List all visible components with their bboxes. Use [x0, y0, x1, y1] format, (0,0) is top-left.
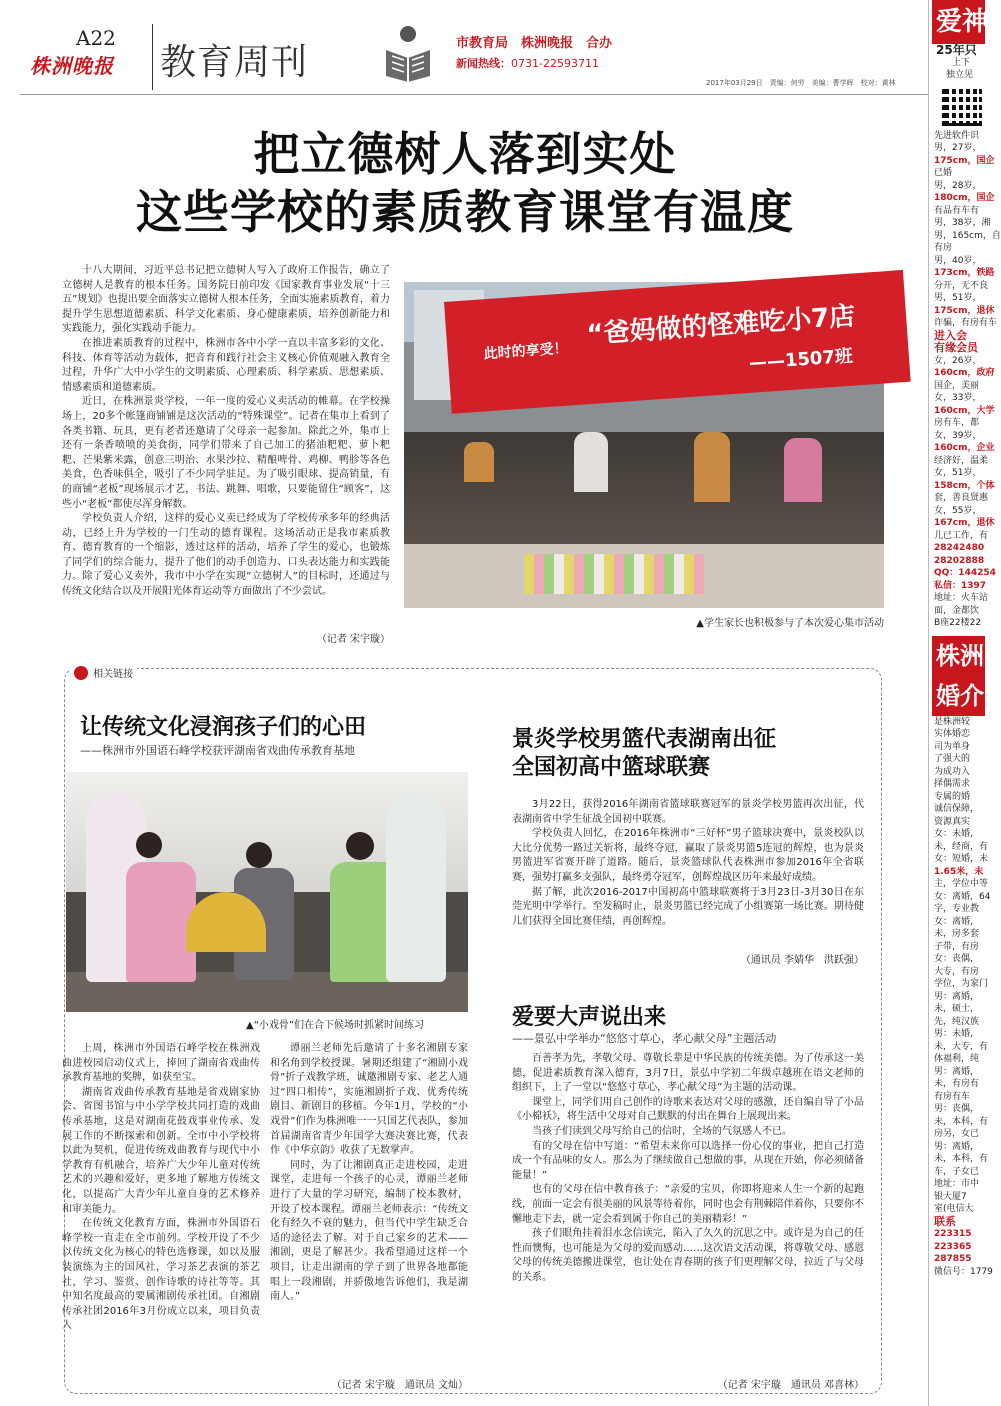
- ad-line: 套，善良贤惠: [934, 493, 989, 503]
- ad-line: 女，39岁，: [934, 430, 982, 441]
- organizers: 市教育局 株洲晚报 合办: [456, 36, 613, 51]
- ad-line: 私信：1397: [934, 580, 987, 591]
- opera-title: 让传统文化浸润孩子们的心田: [80, 715, 367, 740]
- related-label: 相关链接: [93, 669, 134, 680]
- ad-line: 有缘会员: [934, 341, 978, 354]
- lead-byline: （记者 宋宇璇）: [316, 634, 390, 645]
- right-ad-strip: [932, 0, 1001, 1406]
- ad-title-zhuzhou: 株洲: [932, 636, 985, 676]
- ad-line: 专属的婚: [934, 791, 971, 802]
- right-strip-divider: [928, 0, 929, 1406]
- ad-line: 158cm，个体: [934, 480, 995, 491]
- ad-line: 男：离婚，: [934, 1141, 980, 1152]
- related-tag: [70, 662, 137, 681]
- ad-line: 有房: [934, 243, 953, 253]
- ad-line: 为成功入: [934, 766, 971, 777]
- page-number: A22: [76, 26, 116, 50]
- ad-line: 女，55岁，: [934, 505, 982, 516]
- headline-line2: 这些学校的素质教育课堂有温度: [136, 185, 794, 239]
- ad-line: 是株洲较: [934, 716, 971, 727]
- ad-line: 173cm，铁路: [934, 268, 995, 278]
- ad-line: 160cm，政府: [934, 368, 995, 378]
- ad-line: 独立见: [946, 70, 974, 80]
- ad-line: 联系: [934, 1214, 956, 1228]
- ad-line: 资源真实: [934, 816, 971, 827]
- opera-photo: [66, 772, 468, 1012]
- ad-line: 了强大的: [934, 754, 971, 764]
- related-dot-icon: [74, 666, 88, 680]
- love-paragraph: 有的父母在信中写道：“希望未来你可以选择一份心仪的事业，把自己打造成一个有品味的女人。那么为了继续做自己想做的事，从现在开始，你必须储备能量！”: [512, 1140, 864, 1181]
- ad-line: 175cm，国企: [934, 155, 995, 166]
- love-paragraph: 孩子们眼角挂着泪水念信读完，陷入了久久的沉思之中。或许是为自己的任性而懊悔，也可能是为父母的爱而感动……这次语文活动课，将尊敬父母、感恩父母的传统美德搬进课堂，也让处在青春期的孩子们更理解父母，拉近了与父母的关系。: [512, 1228, 864, 1283]
- ad-line: 女，51岁，: [934, 468, 982, 478]
- ad-line: 子带，有房: [934, 941, 980, 952]
- ad-line: 微信号：1779: [934, 1266, 993, 1277]
- ad-line: 儿已工作，有: [934, 530, 989, 541]
- ad-line: 分开，无不良: [934, 280, 989, 291]
- ad-line: 未，有房有: [934, 1079, 980, 1089]
- lead-paragraph: 近日，在株洲景炎学校，一年一度的爱心义卖活动的帷幕。在学校操场上，20多个帐篷商铺铺是这次活动的“特殊课堂”。记者在集市上看到了各类书籍、玩具，更有老者还邀请了父母亲一起参加。除此之外，集市上还有一条香喷喷的美食街，同学们带来了自己加工的猪油粑粑、萝卜粑粑、芒果紫米露，创意三明治、水果沙拉、精酿啤骨、鸡柳、鸭胗等各色美食，色香味俱全，吸引了不少同学驻足。为了吸引眼球、提高销量，有的商铺“老板”现场展示才艺，书法、跳舞、唱歌，只要能留住“顾客”，这些小“老板”都使尽浑身解数。: [62, 396, 390, 510]
- ad-line: 男，27岁，: [934, 143, 982, 153]
- ad-line: 28202888: [934, 555, 985, 566]
- ad-line: 学位，为家门: [934, 979, 989, 989]
- ad-line: 160cm，企业: [934, 443, 995, 453]
- ad-line: 房有车，都: [934, 418, 980, 428]
- ad-line: 地址：火车站: [934, 593, 989, 603]
- basketball-title-line2: 全国初高中篮球联赛: [512, 755, 711, 780]
- basketball-byline: （通讯员 李婧华 洪跃强）: [740, 955, 864, 966]
- banner-sub-text: ——1507班: [748, 345, 854, 374]
- ad-line: 223365: [934, 1241, 972, 1252]
- basketball-paragraph: 学校负责人回忆，在2016年株洲市“三好杯”男子篮球决赛中，景炎校队以大比分优势一路过关斩将，最终夺冠，赢取了景炎男篮5连冠的辉煌，也为景炎男篮进军省赛开辟了道路。随后，景炎篮球队代表株洲市参加2016年全省联赛，强势打赢多支强队，最终勇夺冠军，创辉煌战区历年来最好成绩。: [512, 828, 864, 883]
- ad-line: 男，51岁，: [934, 293, 982, 303]
- love-paragraph: 也有的父母在信中教育孩子：“亲爱的宝贝，你即将迎来人生一个新的起跑线，前面一定会有很美丽的风景等待着你，同时也会有荆棘陪伴着你，只要你不懈地走下去，就一定会看到属于你自己的美丽精彩！”: [512, 1184, 864, 1225]
- ad-line: 未，本科，有: [934, 1116, 989, 1127]
- ad-line: 房另，女已: [934, 1129, 980, 1139]
- hotline-label: 新闻热线：: [456, 57, 511, 70]
- ad-line: 223315: [934, 1229, 972, 1239]
- ad-line: 未，硕士，: [934, 1004, 980, 1014]
- ad-line: 男：离婚，: [934, 1066, 980, 1077]
- opera-col1: [62, 1042, 260, 1334]
- ad-line: QQ：144254: [934, 568, 996, 578]
- ad-line: 进入会: [934, 328, 967, 342]
- opera-paragraph: 上周，株洲市外国语石峰学校在株洲戏曲进校园启动仪式上，捧回了湖南省戏曲传承教育基地的奖牌，如获至宝。: [62, 1043, 260, 1084]
- basketball-title-line1: 景炎学校男篮代表湖南出征: [512, 727, 777, 752]
- ad-line: 未，大专，有: [934, 1041, 989, 1052]
- opera-paragraph: 湖南省戏曲传承教育基地是省戏剧家协会、省图书馆与中小学学校共同打造的戏曲传承基地，这是对湖南花鼓戏事业传承、发展工作的不断探索和创新。全市中小学校将以此为契机，促进传统戏曲教育与现代中小学教育有机融合，培养广大少年儿童对传统艺术的兴趣和爱好，更多地了解地方传统文化，以提高广大青少年儿童自身的艺术修养和审美能力。: [62, 1086, 260, 1215]
- ad-line: 车，子女已: [934, 1166, 980, 1177]
- ad-line: 诚信保障，: [934, 804, 980, 814]
- opera-col2: [270, 1042, 468, 1305]
- basketball-paragraph: 据了解，此次2016-2017中国初高中篮球联赛将于3月23日-3月30日在东莞光明中学举行。至发稿时止，景炎男篮已经完成了小组赛第一场比赛。期待健儿们获得全国比赛佳绩，再创辉煌。: [512, 886, 864, 927]
- ad-line: 1.65米，未: [934, 866, 984, 877]
- opera-photo-caption: ▲“小戏骨”们在合下候场时抓紧时间练习: [246, 1020, 425, 1031]
- ad-list: [932, 716, 993, 1279]
- ad-line: 男，38岁，湘: [934, 218, 991, 228]
- headline-line1: 把立德树人落到实处: [253, 127, 677, 181]
- opera-subtitle: ——株洲市外国语石峰学校获评湖南省戏曲传承教育基地: [80, 744, 355, 757]
- hotline: [456, 55, 599, 71]
- ad-line: 男：离婚，: [934, 991, 980, 1002]
- opera-byline: （记者 宋宇璇 通讯员 文灿）: [331, 1380, 468, 1391]
- ad-line: 体福利，纯: [934, 1054, 980, 1064]
- banner-main-text: “爸妈做的怪难吃小7店: [585, 301, 857, 351]
- ad-line: 经济好，温柔: [934, 455, 989, 466]
- ad-line: 有房有车: [934, 1091, 971, 1102]
- ad-line: 女：短婚，未: [934, 854, 989, 864]
- ad-line: 诈骗，有房有车: [934, 318, 998, 328]
- opera-paragraph: 在传统文化教育方面，株洲市外国语石峰学校一直走在全市前列。学校开设了不少以传统文化为核心的特色选修课，如以及服装演练为主的国风社，学习茶艺表演的茶艺社，学习、鉴赏、创作诗歌的诗社等等。其中知名度最高的要属湘剧传承社团。自湘剧传承社团2016年3月份成立以来，项目负责人: [62, 1218, 260, 1332]
- ad-line: 25年只: [936, 43, 977, 57]
- ad-line: 28242480: [934, 543, 985, 553]
- love-paragraph: 课堂上，同学们用自己创作的诗歌来表达对父母的感激，还自编自导了小品《小棉袄》，将生活中父母对自己默默的付出在舞台上展现出来。: [512, 1096, 864, 1123]
- love-body: [512, 1052, 864, 1286]
- love-subtitle: ——景弘中学举办“悠悠寸草心，孝心献父母”主题活动: [512, 1032, 777, 1045]
- love-paragraph: 百善孝为先，孝敬父母、尊敬长辈是中华民族的传统美德。为了传承这一美德，促进素质教育深入德育，3月7日，景弘中学初二年级卓越班在语文老师的组织下，上了一堂以“悠悠寸草心，孝心献父母”为主题的活动课。: [512, 1053, 864, 1094]
- ad-line: 面，金都饮: [934, 605, 980, 616]
- reading-child-icon: [380, 22, 436, 82]
- ad-line: 男：未婚，: [934, 1029, 980, 1039]
- ad-line: 有品有车有: [934, 205, 980, 216]
- love-paragraph: 当孩子们读到父母写给自己的信时，全场的气氛感人不已。: [532, 1125, 792, 1137]
- ad-line: 先进软件识: [934, 130, 980, 141]
- basketball-paragraph: 3月22日，获得2016年湖南省篮球联赛冠军的景炎学校男篮再次出征，代表湖南省中学生征战全国初中联赛。: [512, 799, 864, 825]
- ad-line: 先，纯汉族: [934, 1016, 980, 1027]
- ad-line: 男：丧偶，: [934, 1104, 980, 1114]
- ad-line: 字，专业教: [934, 904, 980, 914]
- header-rule: [20, 94, 928, 95]
- lead-paragraph: 在推进素质教育的过程中，株洲市各中小学一直以丰富多彩的文化、科技、体育等活动为载体，把音育和践行社会主义核心价值观融入教育全过程，升华广大中小学生的文明素质、心理素质、科学素质、思想素质、情感素质和道德素质。: [62, 337, 390, 393]
- opera-paragraph: 同时，为了让湘剧真正走进校园，走进课堂，走进每一个孩子的心灵，谭丽兰老师进行了大量的学习研究，编制了校本教材，开设了校本课程。谭丽兰老师表示：“传统文化有经久不衰的魅力，但当代中学生缺乏合适的途径去了解。对于自己家乡的艺术——湘剧，更是了解甚少。我希望通过这样一个项目，让走出湖南的学子到了世界各地都能唱上一段湘剧，并骄傲地告诉他们，我是湖南人。”: [270, 1159, 468, 1303]
- ad-line: 167cm，退休: [934, 518, 995, 528]
- ad-line: B座22楼22: [934, 618, 982, 628]
- ad-line: 司为单身: [934, 741, 971, 752]
- ad-line: 未，本科，有: [934, 1154, 989, 1164]
- ad-line: 175cm，退休: [934, 305, 995, 316]
- ad-title-hunjie: 婚介: [932, 676, 985, 716]
- basketball-body: [512, 798, 864, 929]
- qr-code-icon: [942, 86, 982, 126]
- ad-line: 287855: [934, 1254, 972, 1264]
- ad-line: 已婚: [934, 168, 953, 178]
- ad-line: 地址：市中: [934, 1179, 980, 1189]
- opera-paragraph: 谭丽兰老师先后邀请了十多名湘剧专家和名角到学校授课。暑期还组建了“湘剧小戏骨”折子戏教学班，诚邀湘剧专家、老艺人通过“四口相传”，实施湘剧折子戏、优秀传统剧目、新剧目的移植。今年1月，学校的“小戏骨”们作为株洲唯一一只国艺代表队，参加首届湖南省青少年国学大赛决赛比赛，代表作《中华京韵》收获了无数掌声。: [270, 1043, 468, 1157]
- ad-line: 180cm，国企: [934, 193, 995, 203]
- ad-line: 国企，美丽: [934, 380, 980, 391]
- ad-line: 女，33岁，: [934, 393, 982, 403]
- ad-line: 未，房多套: [934, 929, 980, 939]
- lead-photo: [404, 282, 884, 608]
- lead-article: [62, 264, 390, 600]
- lead-paragraph: 十八大期间，习近平总书记把立德树人写入了政府工作报告，确立了立德树人是教育的根本任务。国务院日前印发《国家教育事业发展“十三五”规划》也提出要全面落实立德树人根本任务，全面实施素质教育，着力提升学生思想道德素质、科学文化素质、身心健康素质，培养创新能力和实践能力，强化实践动手能力。: [62, 265, 390, 335]
- ad-title-aishen: 爱神: [932, 0, 985, 44]
- ad-line: 未，经商，有: [934, 841, 989, 852]
- paper-logo: 株洲晚报: [30, 54, 114, 78]
- ad-line: 女：丧偶，: [934, 954, 980, 964]
- ad-line: 上下: [952, 57, 971, 68]
- ad-list: [932, 130, 1001, 630]
- love-title: 爱要大声说出来: [512, 1005, 667, 1030]
- section-title: 教育周刊: [160, 42, 309, 83]
- ad-line: 女：离婚，64: [934, 891, 991, 902]
- ad-line: 实体婚恋: [934, 729, 971, 739]
- lead-paragraph: 学校负责人介绍，这样的爱心义卖已经成为了学校传承多年的经典活动，已经上升为学校的一门生动的德育课程。这场活动正是我市素质教育、德育教育的一个缩影，透过这样的活动，培养了学生的爱心，也锻炼了同学们的综合能力，提升了他们的动手创造力、口头表达能力和实践能力。除了爱心义卖外，我市中小学在实现“立德树人”的目标时，还通过与传统文化结合以及开展阳光体育运动等方面做出了不少尝试。: [62, 513, 390, 598]
- ad-line: 银大厦7: [934, 1191, 967, 1202]
- ad-line: 女：离婚，: [934, 916, 980, 927]
- banner-left-text: 此时的享受！: [483, 340, 569, 363]
- ad-line: 主，学位中等: [934, 879, 989, 889]
- ad-line: 160cm，大学: [934, 405, 995, 416]
- header-divider: [152, 24, 153, 90]
- ad-line: 大专，有房: [934, 966, 980, 977]
- dateline: 2017年03月29日 责编：何劳 美编：曹学晖 校对：黄林: [706, 79, 896, 87]
- hotline-number: 0731-22593711: [511, 57, 599, 70]
- ad-line: 男，28岁，: [934, 180, 982, 191]
- ad-line: 男，40岁，: [934, 255, 982, 266]
- ad-line: 室(电信大: [934, 1204, 974, 1214]
- ad-line: 男，165cm，自: [934, 230, 1001, 241]
- ad-line: 女，26岁，: [934, 355, 982, 366]
- ad-line: 女：未婚，: [934, 829, 980, 839]
- love-byline: （记者 宋宇璇 通讯员 邓喜林）: [717, 1380, 864, 1391]
- ad-line: 择偶需求: [934, 779, 971, 789]
- lead-photo-caption: ▲学生家长也积极参与了本次爱心集市活动: [696, 618, 884, 629]
